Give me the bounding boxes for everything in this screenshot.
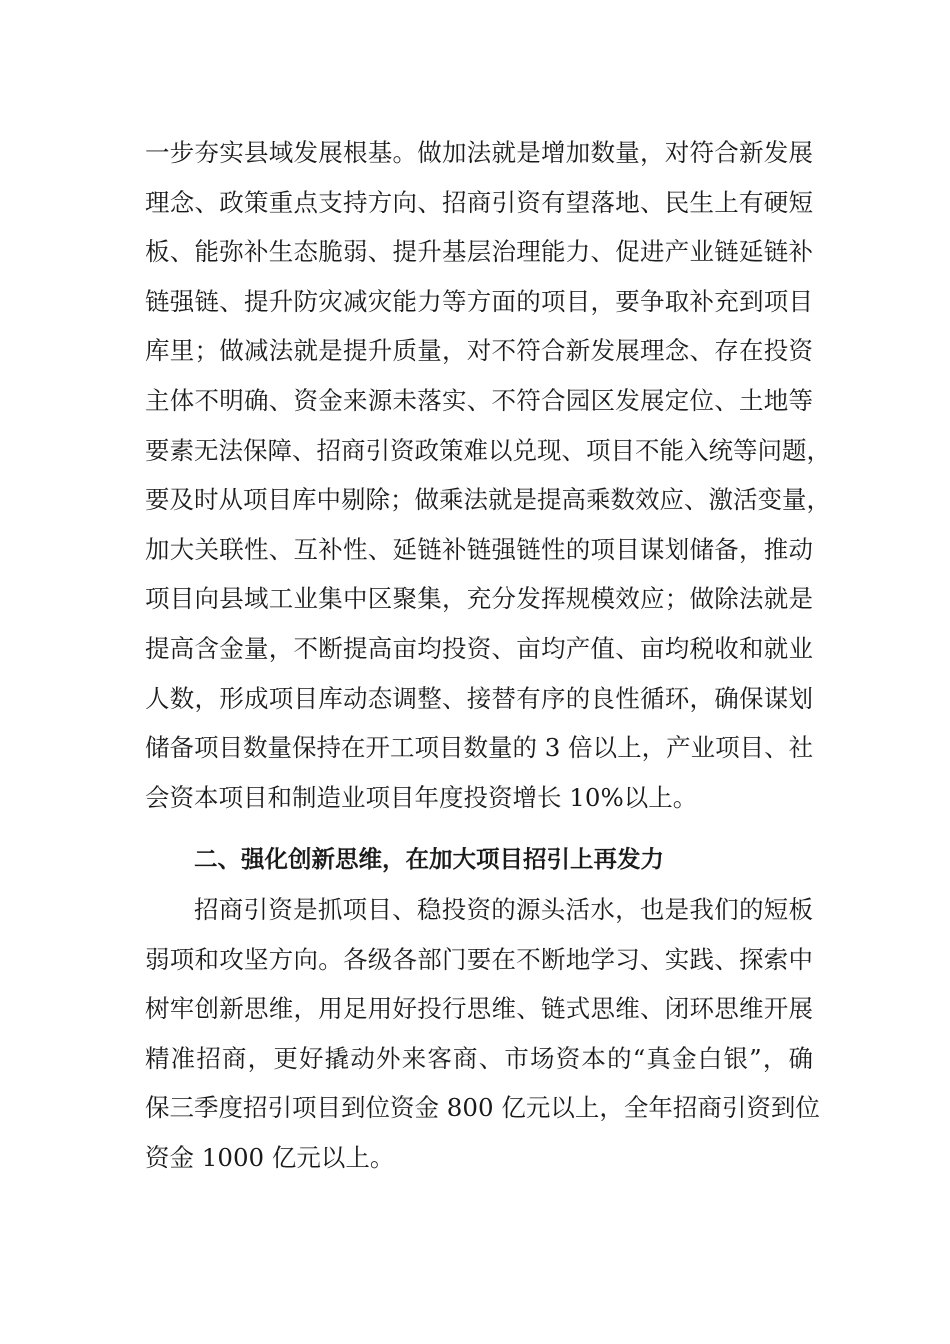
paragraph-line: 要及时从项目库中剔除；做乘法就是提高乘数效应、激活变量， [145, 485, 831, 515]
paragraph-line: 链强链、提升防灾减灾能力等方面的项目，要争取补充到项目 [145, 286, 813, 316]
paragraph-investment-attraction [145, 885, 820, 1183]
paragraph-line: 会资本项目和制造业项目年度投资增长 10%以上。 [145, 782, 698, 812]
paragraph-line: 资金 1000 亿元以上。 [145, 1142, 395, 1172]
paragraph-line: 储备项目数量保持在开工项目数量的 3 倍以上，产业项目、社 [145, 733, 814, 763]
section-heading: 二、强化创新思维，在加大项目招引上再发力 [194, 845, 664, 874]
paragraph-line: 树牢创新思维，用足用好投行思维、链式思维、闭环思维开展 [145, 994, 813, 1024]
paragraph-line: 项目向县域工业集中区聚集，充分发挥规模效应；做除法就是 [145, 584, 813, 614]
paragraph-line: 一步夯实县域发展根基。做加法就是增加数量，对符合新发展 [145, 138, 813, 167]
paragraph-line: 主体不明确、资金来源未落实、不符合园区发展定位、土地等 [145, 385, 813, 415]
paragraph-line: 保三季度招引项目到位资金 800 亿元以上，全年招商引资到位 [145, 1093, 820, 1123]
paragraph-line: 库里；做减法就是提升质量，对不符合新发展理念、存在投资 [145, 336, 813, 366]
paragraph-project-management [145, 128, 831, 822]
paragraph-line: 理念、政策重点支持方向、招商引资有望落地、民生上有硬短 [145, 187, 813, 217]
document-body [145, 128, 831, 1182]
paragraph-line: 加大关联性、互补性、延链补链强链性的项目谋划储备，推动 [145, 534, 813, 564]
paragraph-line: 精准招商，更好撬动外来客商、市场资本的“真金白银”，确 [145, 1043, 813, 1073]
paragraph-line: 板、能弥补生态脆弱、提升基层治理能力、促进产业链延链补 [145, 237, 813, 267]
paragraph-line: 人数，形成项目库动态调整、接替有序的良性循环，确保谋划 [145, 683, 813, 713]
paragraph-line: 弱项和攻坚方向。各级各部门要在不断地学习、实践、探索中 [145, 944, 813, 974]
paragraph-line: 要素无法保障、招商引资政策难以兑现、项目不能入统等问题， [145, 435, 831, 465]
paragraph-line: 招商引资是抓项目、稳投资的源头活水，也是我们的短板 [194, 894, 813, 924]
paragraph-line: 提高含金量，不断提高亩均投资、亩均产值、亩均税收和就业 [145, 633, 813, 663]
